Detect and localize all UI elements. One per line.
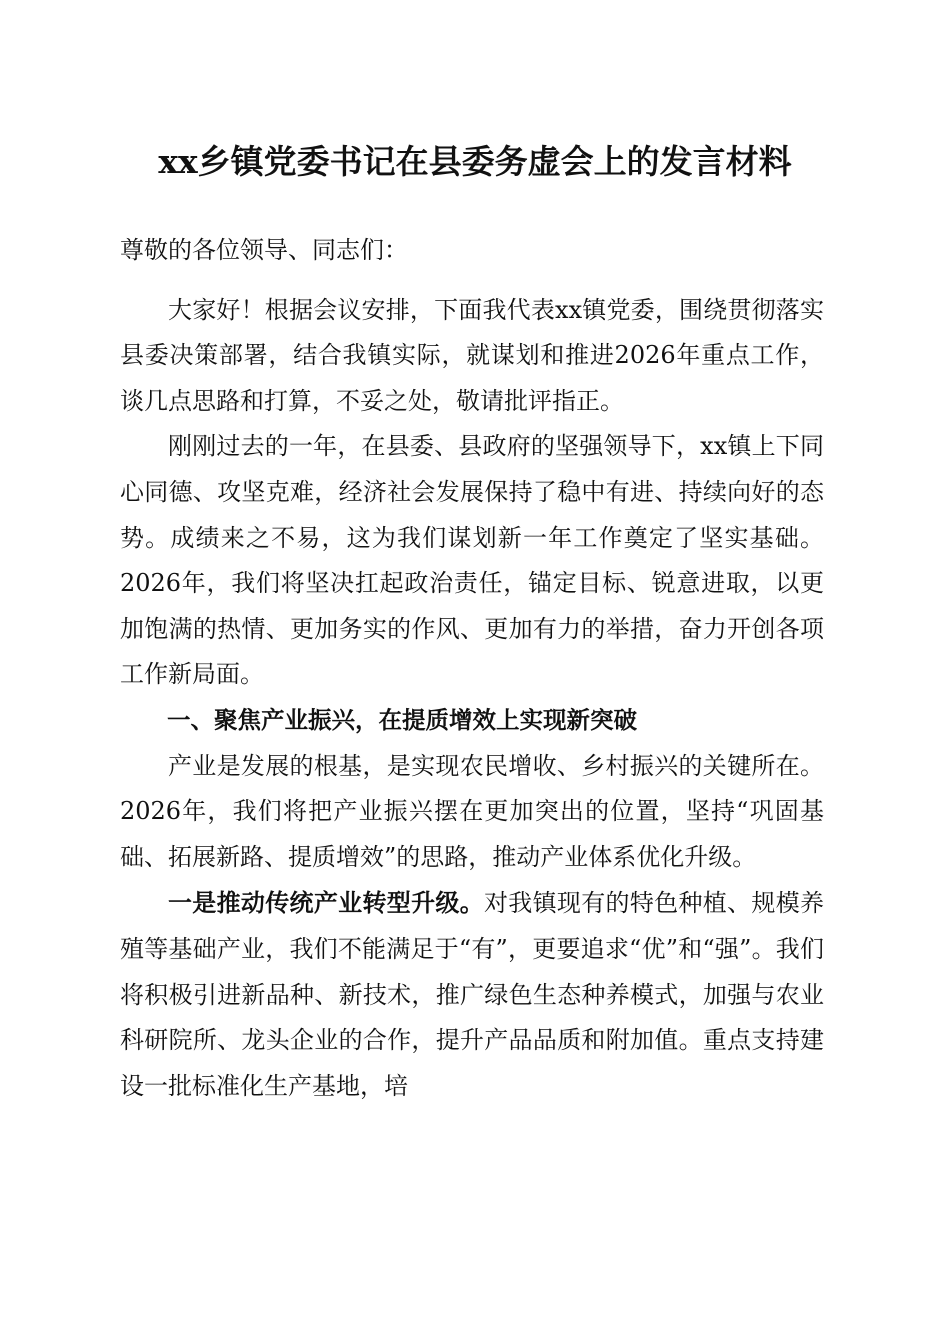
document-body (120, 228, 824, 1109)
point-one-lead: 一是推动传统产业转型升级。 (168, 888, 484, 918)
point-one-body: 对我镇现有的特色种植、规模养殖等基础产业，我们不能满足于“有”，更要追求“优”和“强”。我们将积极引进新品种、新技术，推广绿色生态种养模式，加强与农业科研院所、龙头企业的合作，提升产品品质和附加值。重点支持建设一批标准化生产基地，培 (120, 889, 824, 1100)
point-one-paragraph (120, 880, 824, 1109)
section-heading: 一、聚焦产业振兴，在提质增效上实现新突破 (167, 705, 637, 734)
section-intro: 产业是发展的根基，是实现农民增收、乡村振兴的关键所在。2026年，我们将把产业振兴摆在更加突出的位置，坚持“巩固基础、拓展新路、提质增效”的思路，推动产业体系优化升级。 (120, 751, 824, 871)
document-title: xx乡镇党委书记在县委务虚会上的发言材料 (158, 142, 792, 181)
paragraph-opening: 大家好！根据会议安排，下面我代表xx镇党委，围绕贯彻落实县委决策部署，结合我镇实际，就谋划和推进2026年重点工作，谈几点思路和打算，不妥之处，敬请批评指正。 (120, 295, 824, 415)
salutation: 尊敬的各位领导、同志们： (120, 236, 408, 264)
paragraph-review: 刚刚过去的一年，在县委、县政府的坚强领导下，xx镇上下同心同德、攻坚克难，经济社会发展保持了稳中有进、持续向好的态势。成绩来之不易，这为我们谋划新一年工作奠定了坚实基础。2026年，我们将坚决扛起政治责任，锚定目标、锐意进取，以更加饱满的热情、更加务实的作风、更加有力的举措，奋力开创各项工作新局面。 (120, 432, 824, 689)
